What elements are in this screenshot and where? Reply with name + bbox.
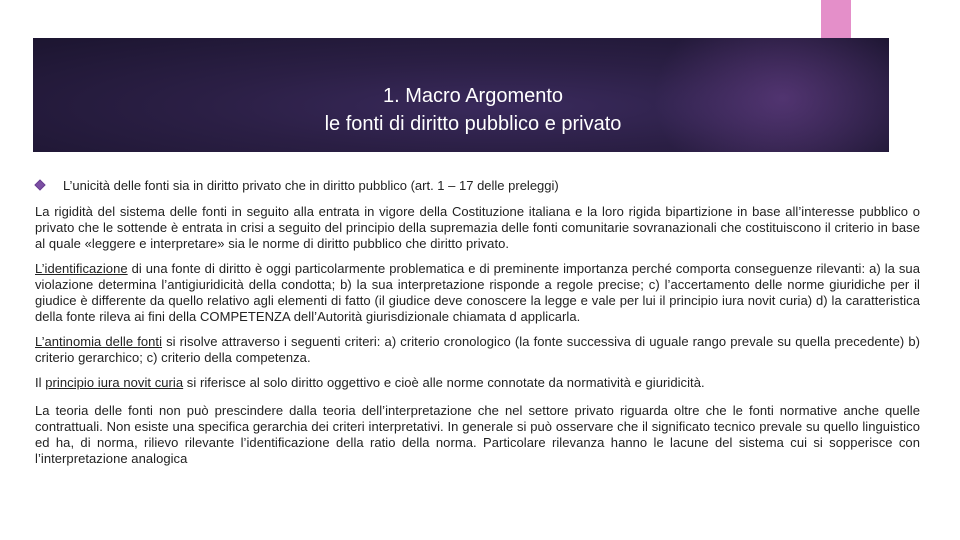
term-identificazione: L’identificazione: [35, 261, 128, 276]
paragraph-identification: [35, 261, 920, 325]
accent-bar: [821, 0, 851, 40]
title-line-1: 1. Macro Argomento: [382, 85, 564, 107]
title-banner: [33, 38, 889, 152]
term-antinomia: L’antinomia delle fonti: [35, 334, 163, 349]
paragraph-rigidity: La rigidità del sistema delle fonti in seguito alla entrata in vigore della Costituzione italiana e la loro rigida bipartizione in base all’interesse pubblico o privato che le sottende è entrata in crisi a seguito del principio della supremazia delle fonti comunitarie sovranazionali che costituiscono il criterio in base al quale «leggere e interpretare» sia le norme di diritto pubblico che diritto privato.: [35, 204, 920, 251]
slide-body: [35, 204, 920, 476]
paragraph-iura-novit-curia: [35, 375, 920, 391]
paragraph-antinomy: [35, 334, 920, 366]
bullet-text: L’unicità delle fonti sia in diritto privato che in diritto pubblico (art. 1 – 17 delle preleggi): [63, 178, 559, 193]
paragraph-interpretation: La teoria delle fonti non può prescindere dalla teoria dell’interpretazione che nel settore privato riguarda oltre che le fonti normative anche quelle contrattuali. Non esiste una specifica gerarchia dei criteri interpretativi. In generale si può osservare che il significato tecnico prevale su quello linguistico ed ha, di norma, rilievo rilevante l’identificazione della ratio della norma. Particolare rilevanza hanno le lacune del sistema cui si sopperisce con l’interpretazione analogica: [35, 403, 920, 466]
paragraph-iura-prefix: Il: [35, 375, 46, 390]
title-line-2: le fonti di diritto pubblico e privato: [324, 113, 622, 135]
diamond-bullet-icon: [34, 179, 45, 190]
paragraph-antinomy-text: si risolve attraverso i seguenti criteri: a) criterio cronologico (la fonte successiva di uguale rango prevale su quella precedente) b) criterio gerarchico; c) criterio della competenza.: [35, 334, 920, 365]
term-principio: principio iura novit curia: [45, 375, 184, 390]
paragraph-identification-text: di una fonte di diritto è oggi particolarmente problematica e di preminente importanza perché comporta conseguenze rilevanti: a) la sua violazione determina l’antigiuridicità della condotta; b) la sua interpretazione risponde a regole precise; c) l’accertamento delle norme giuridiche per il giudice è differente da quello relativo agli elementi di fatto (il giudice deve conoscere la legge e vale per lui il principio iura novit curia) d) la caratteristica della fonte rileva ai fini della COMPETENZA dell’Autorità giurisdizionale chiamata d applicarla.: [35, 261, 920, 324]
slide-title: [33, 82, 889, 138]
paragraph-iura-text: si riferisce al solo diritto oggettivo e cioè alle norme connotate da normatività e giuridicità.: [183, 375, 705, 390]
